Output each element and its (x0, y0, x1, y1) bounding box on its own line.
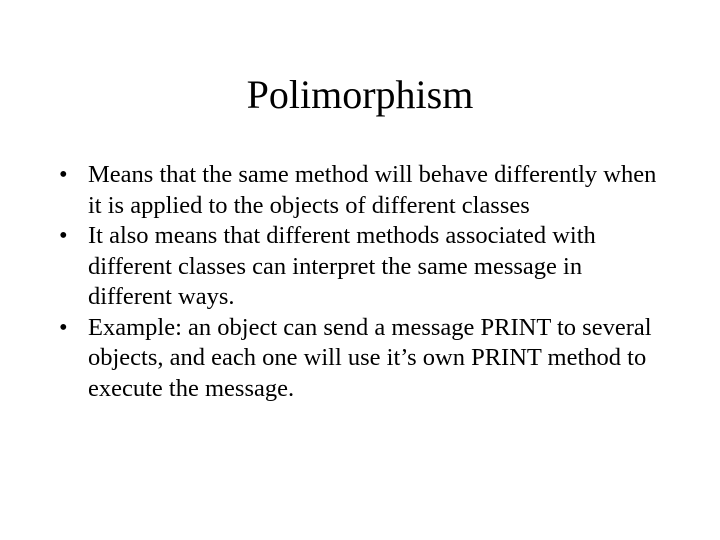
bullet-item (54, 313, 664, 405)
bullet-icon: • (59, 222, 68, 249)
bullet-item (54, 221, 664, 313)
bullet-text: Means that the same method will behave differently when it is applied to the objects of different classes (88, 161, 657, 219)
bullet-icon: • (59, 313, 68, 341)
bullet-list (54, 160, 664, 404)
bullet-text: It also means that different methods associated with different classes can interpret the same message in different ways. (88, 222, 596, 310)
bullet-text: Example: an object can send a message PRINT to several objects, and each one will use it’s own PRINT method to execute the message. (88, 313, 652, 402)
bullet-item (54, 160, 664, 221)
bullet-icon: • (59, 161, 68, 188)
slide-title: Polimorphism (246, 72, 474, 117)
